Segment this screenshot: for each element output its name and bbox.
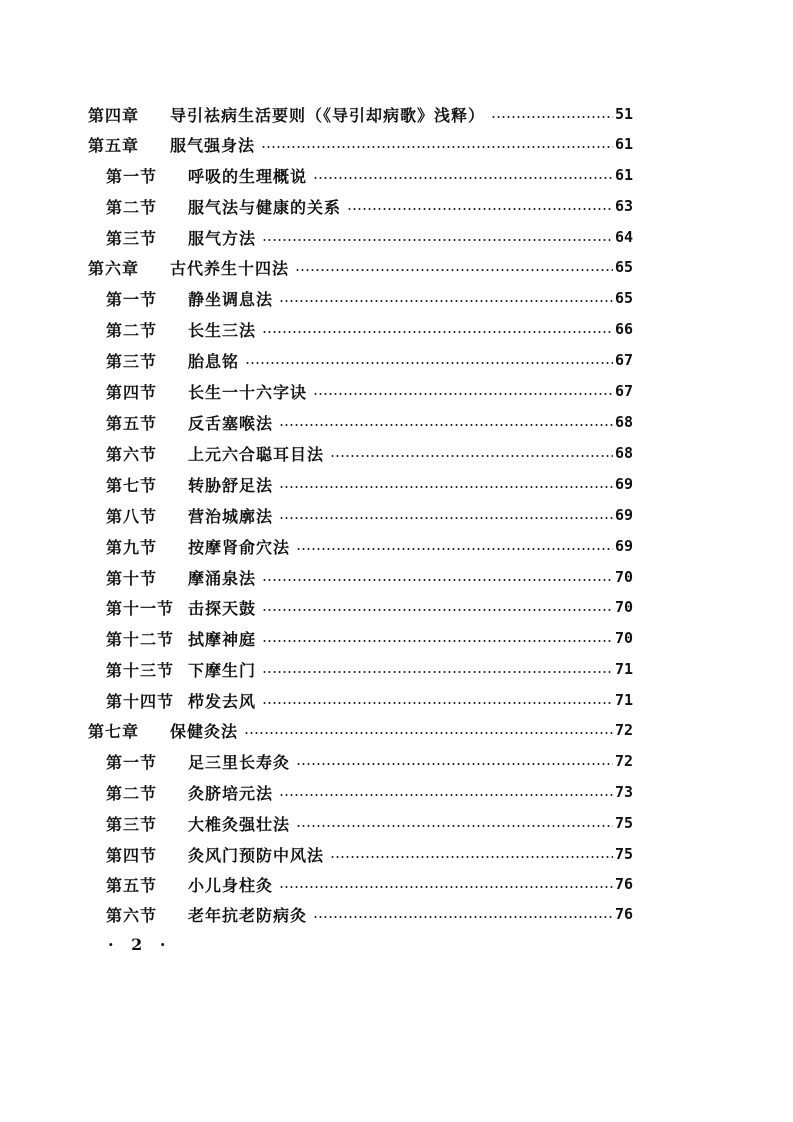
section-number: 第十四节: [106, 691, 175, 711]
toc-entry: [106, 471, 633, 497]
toc-entry: [106, 779, 633, 805]
chapter-number: 第七章: [88, 721, 140, 741]
toc-entry: [106, 409, 633, 435]
dot-leader: [279, 886, 613, 888]
section-title: 营治城廓法: [188, 506, 274, 526]
dot-leader: [262, 331, 613, 333]
toc-entry: [106, 224, 633, 250]
toc-entry: [106, 748, 633, 774]
page-number: 61: [614, 135, 633, 153]
dot-leader: [279, 300, 613, 302]
dot-leader: [262, 579, 613, 581]
section-number: 第十节: [106, 568, 158, 588]
dot-leader: [279, 486, 613, 488]
page-number: 72: [614, 721, 633, 739]
dot-leader: [279, 424, 613, 426]
page-number: 69: [614, 475, 633, 493]
section-title: 反舌塞喉法: [188, 413, 274, 433]
toc-entry: [88, 131, 633, 157]
toc-entry: [106, 564, 633, 590]
section-number: 第四节: [106, 382, 158, 402]
dot-leader: [262, 640, 613, 642]
toc-entry: [106, 625, 633, 651]
toc-entry: [106, 841, 633, 867]
page-folio: · 2 ·: [108, 935, 172, 954]
section-number: 第三节: [106, 228, 158, 248]
dot-leader: [330, 455, 613, 457]
page-number: 70: [614, 629, 633, 647]
section-number: 第一节: [106, 752, 158, 772]
dot-leader: [262, 609, 613, 611]
section-number: 第六节: [106, 444, 158, 464]
toc-entry: [106, 687, 633, 713]
page-number: 63: [614, 197, 633, 215]
page-number: 67: [614, 351, 633, 369]
toc-entry: [88, 717, 633, 743]
section-number: 第五节: [106, 875, 158, 895]
page-number: 65: [614, 258, 633, 276]
section-number: 第十三节: [106, 660, 175, 680]
section-title: 长生三法: [188, 320, 257, 340]
page-number: 67: [614, 382, 633, 400]
dot-leader: [313, 916, 613, 918]
dot-leader: [313, 177, 613, 179]
toc-entry: [106, 162, 633, 188]
page-number: 64: [614, 228, 633, 246]
dot-leader: [261, 146, 613, 148]
page-number: 72: [614, 752, 633, 770]
section-title: 上元六合聪耳目法: [188, 444, 325, 464]
dot-leader: [296, 548, 613, 550]
section-title: 老年抗老防病灸: [188, 905, 308, 925]
page-number: 75: [614, 845, 633, 863]
section-number: 第五节: [106, 413, 158, 433]
dot-leader: [491, 116, 613, 118]
section-title: 按摩肾俞穴法: [188, 537, 291, 557]
dot-leader: [347, 208, 613, 210]
section-number: 第十二节: [106, 629, 175, 649]
chapter-number: 第五章: [88, 135, 140, 155]
toc-entry: [106, 594, 633, 620]
toc-entry: [106, 871, 633, 897]
chapter-title: 古代养生十四法: [170, 258, 290, 278]
toc-entry: [106, 533, 633, 559]
page-number: 71: [614, 660, 633, 678]
toc-entry: [106, 285, 633, 311]
page-number: 68: [614, 413, 633, 431]
toc-entry: [106, 378, 633, 404]
toc-entry: [106, 347, 633, 373]
section-number: 第三节: [106, 814, 158, 834]
page-number: 76: [614, 905, 633, 923]
toc-entry: [106, 901, 633, 927]
dot-leader: [262, 239, 613, 241]
section-title: 胎息铭: [188, 351, 240, 371]
section-title: 栉发去风: [188, 691, 257, 711]
page-number: 73: [614, 783, 633, 801]
page-number: 70: [614, 568, 633, 586]
toc-entry: [88, 101, 633, 127]
section-title: 大椎灸强壮法: [188, 814, 291, 834]
chapter-title: 保健灸法: [170, 721, 239, 741]
section-title: 灸风门预防中风法: [188, 845, 325, 865]
dot-leader: [295, 269, 613, 271]
toc-entry: [106, 502, 633, 528]
section-title: 服气方法: [188, 228, 257, 248]
page-number: 66: [614, 320, 633, 338]
dot-leader: [262, 702, 613, 704]
section-number: 第四节: [106, 845, 158, 865]
section-number: 第六节: [106, 905, 158, 925]
dot-leader: [330, 856, 613, 858]
chapter-title: 服气强身法: [170, 135, 256, 155]
page-number: 69: [614, 506, 633, 524]
section-number: 第七节: [106, 475, 158, 495]
toc-entry: [106, 656, 633, 682]
section-title: 摩涌泉法: [188, 568, 257, 588]
section-title: 小儿身柱灸: [188, 875, 274, 895]
section-title: 下摩生门: [188, 660, 257, 680]
dot-leader: [262, 671, 613, 673]
section-number: 第九节: [106, 537, 158, 557]
section-number: 第十一节: [106, 598, 175, 618]
dot-leader: [313, 393, 613, 395]
section-number: 第二节: [106, 197, 158, 217]
page-number: 70: [614, 598, 633, 616]
chapter-title: 导引祛病生活要则（《导引却病歌》浅释）: [170, 105, 486, 125]
section-number: 第三节: [106, 351, 158, 371]
dot-leader: [245, 362, 613, 364]
section-title: 灸脐培元法: [188, 783, 274, 803]
section-number: 第二节: [106, 320, 158, 340]
section-number: 第一节: [106, 289, 158, 309]
page-number: 61: [614, 166, 633, 184]
dot-leader: [279, 517, 613, 519]
dot-leader: [296, 763, 613, 765]
section-number: 第一节: [106, 166, 158, 186]
section-title: 拭摩神庭: [188, 629, 257, 649]
page-number: 68: [614, 444, 633, 462]
toc-entry: [88, 254, 633, 280]
page-number: 65: [614, 289, 633, 307]
page-number: 51: [614, 105, 633, 123]
section-title: 长生一十六字诀: [188, 382, 308, 402]
chapter-number: 第四章: [88, 105, 140, 125]
page-number: 71: [614, 691, 633, 709]
page-number: 69: [614, 537, 633, 555]
section-title: 击探天鼓: [188, 598, 257, 618]
dot-leader: [279, 794, 613, 796]
toc-entry: [106, 810, 633, 836]
section-title: 转胁舒足法: [188, 475, 274, 495]
toc-entry: [106, 316, 633, 342]
chapter-number: 第六章: [88, 258, 140, 278]
dot-leader: [296, 825, 613, 827]
section-title: 服气法与健康的关系: [188, 197, 342, 217]
section-title: 静坐调息法: [188, 289, 274, 309]
section-title: 呼吸的生理概说: [188, 166, 308, 186]
page-number: 75: [614, 814, 633, 832]
section-title: 足三里长寿灸: [188, 752, 291, 772]
toc-entry: [106, 193, 633, 219]
section-number: 第二节: [106, 783, 158, 803]
page-number: 76: [614, 875, 633, 893]
dot-leader: [244, 732, 613, 734]
section-number: 第八节: [106, 506, 158, 526]
toc-entry: [106, 440, 633, 466]
